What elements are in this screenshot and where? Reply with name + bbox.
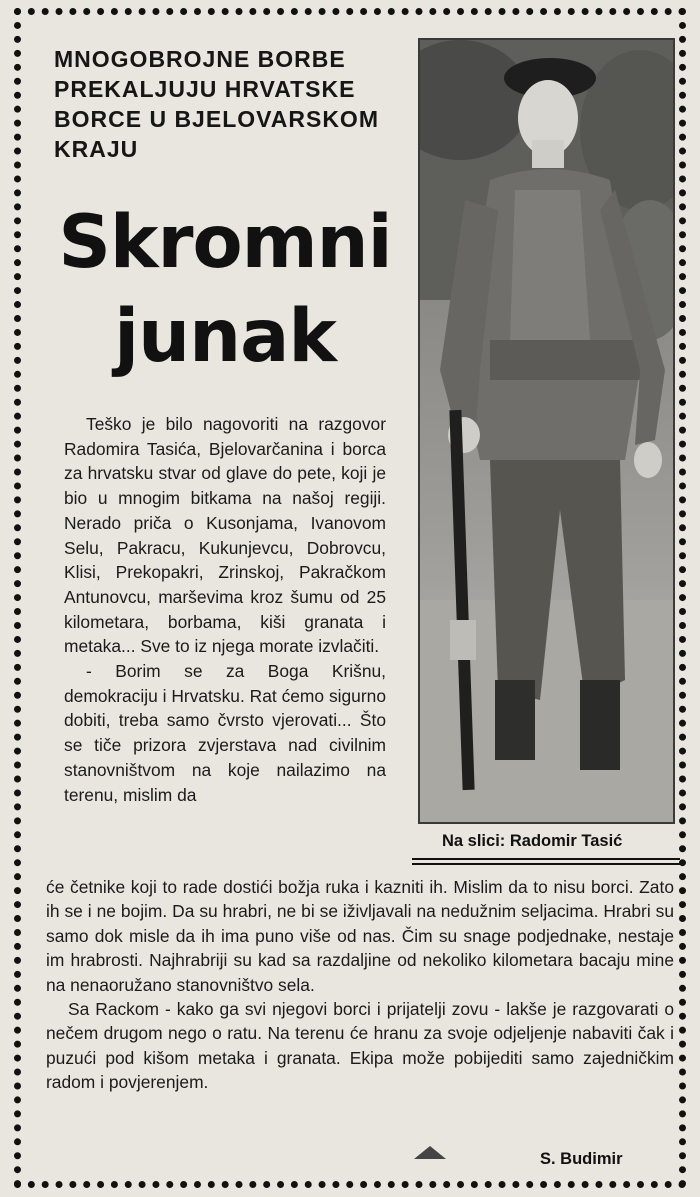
paragraph-2-continuation: će četnike koji to rade dostići božja ruka i kazniti ih. Mislim da to nisu borci. Zato ih se i ne bojim. Da su hrabri, ne bi se iživljavali na nedužnim seljacima. Hrabri su samo dok misle da ih ima puno više od nas. Čim su snage podjednake, nestaje im hrabrosti. Najhrabriji su kad sa razdaljine od nekoliko kilometara bacaju mine na nenaoružano stanovništvo sela. bbox=[46, 877, 674, 995]
article-kicker: MNOGOBROJNE BORBE PREKALJUJU HRVATSKE BORCE U BJELOVARSKOM KRAJU bbox=[54, 46, 379, 162]
paragraph-3: Sa Rackom - kako ga svi njegovi borci i prijatelji zovu - lakše je razgovarati o nečem drugom nego o ratu. Na terenu će hranu za svoje odjeljenje nabaviti čak i puzući pod kišom metaka i granata. Ekipa može pobijediti samo zajedničkim radom i povjerenjem. bbox=[46, 999, 674, 1093]
intro-column bbox=[64, 412, 386, 807]
full-width-text bbox=[46, 875, 674, 1095]
photo-caption: Na slici: Radomir Tasić bbox=[442, 832, 623, 850]
soldier-photo-illustration bbox=[420, 40, 673, 822]
intro-paragraph-2: - Borim se za Boga Krišnu, demokraciju i Hrvatsku. Rat ćemo sigurno dobiti, treba samo čvrsto vjerovati... Što se tiče prizora zvjerstava nad civilnim stanovništvom na koje nailazimo na terenu, mislim da bbox=[64, 661, 386, 805]
triangle-marker-icon bbox=[414, 1146, 446, 1159]
headline-line-1: Skromni bbox=[58, 200, 392, 285]
intro-paragraph-1: Teško je bilo nagovoriti na razgovor Radomira Tasića, Bjelovarčanina i borca za hrvatsku stvar od glave do pete, koji je bio u mnogim bitkama na našoj regiji. Nerado priča o Kusonjama, Ivanovom Selu, Pakracu, Kukunjevcu, Dobrovcu, Klisi, Prekopakri, Zrinskoj, Pakračkom Antunovcu, marševima kroz šumu od 25 kilometara, borbama, kiši granata i metaka... Sve to iz njega morate izvlačiti. bbox=[64, 414, 386, 657]
caption-double-rule bbox=[412, 858, 680, 865]
portrait-photo bbox=[418, 38, 675, 824]
author-signature: S. Budimir bbox=[540, 1150, 623, 1168]
headline-line-2: junak bbox=[114, 294, 336, 379]
article-headline bbox=[40, 196, 410, 384]
